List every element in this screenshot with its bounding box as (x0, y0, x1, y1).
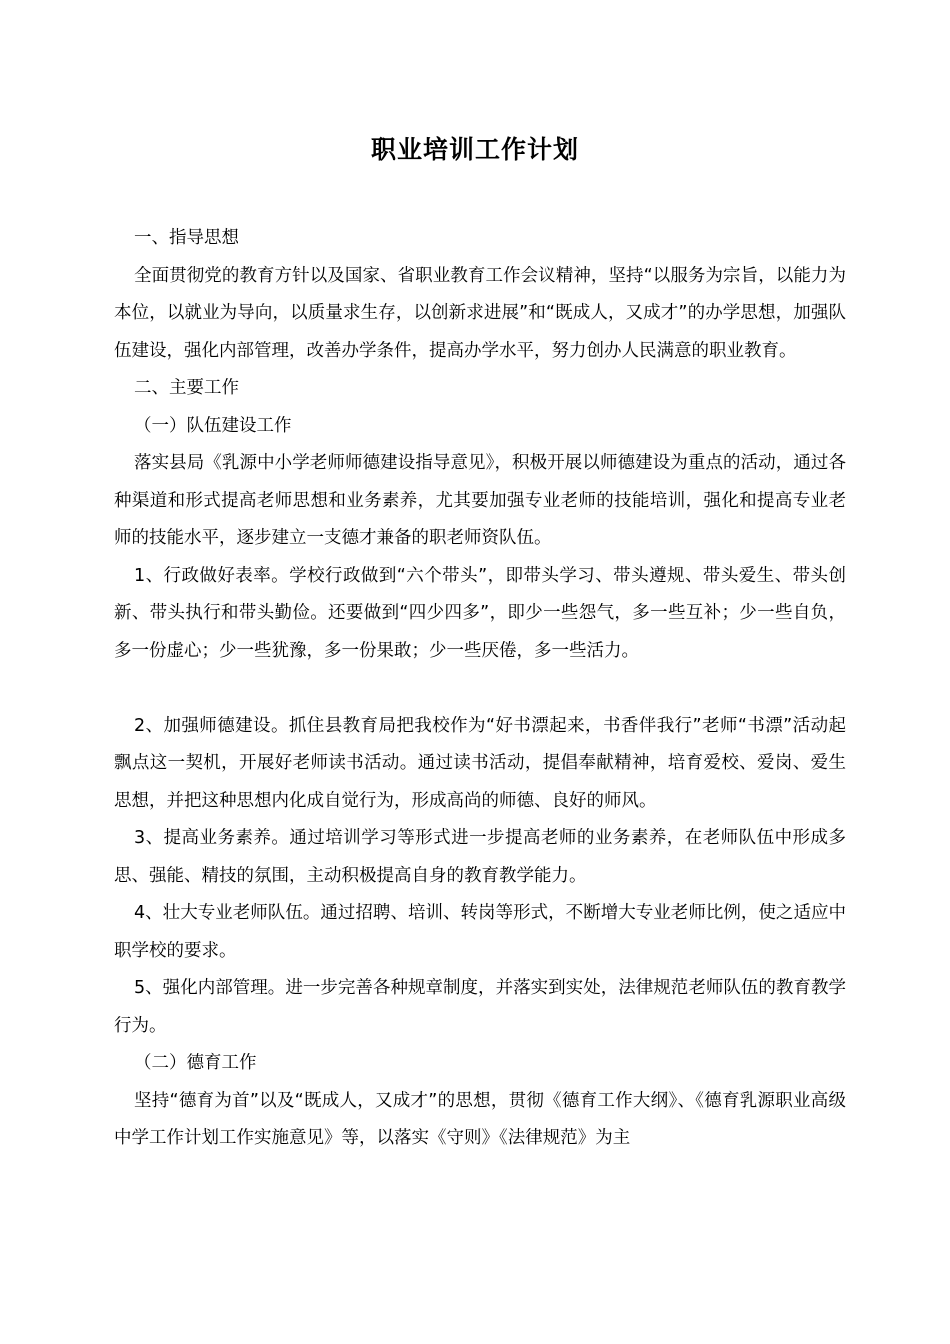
heading-main-work: 二、主要工作 (134, 378, 239, 398)
subheading-moral-education: （二）德育工作 (134, 1053, 257, 1073)
item-2-ethics-building: 2、加强师德建设。抓住县教育局把我校作为“好书漂起来，书香伴我行”老师“书漂”活动起飘点这一契机，开展好老师读书活动。通过读书活动，提倡奉献精神，培育爱校、爱岗、爱生思想，并把这种思想内化成自觉行为，形成高尚的师德、良好的师风。 (114, 715, 846, 811)
item-5-internal-management: 5、强化内部管理。进一步完善各种规章制度，并落实到实处，法律规范老师队伍的教育教学行为。 (114, 978, 846, 1036)
subheading-team-building: （一）队伍建设工作 (134, 415, 292, 436)
item-3-professional-quality: 3、提高业务素养。通过培训学习等形式进一步提高老师的业务素养，在老师队伍中形成多思、强能、精技的氛围，主动积极提高自身的教育教学能力。 (114, 828, 846, 886)
blank-line (114, 670, 846, 708)
item-1-leadership-example: 1、行政做好表率。学校行政做到“六个带头”，即带头学习、带头遵规、带头爱生、带头创新、带头执行和带头勤俭。还要做到“四少四多”，即少一些怨气，多一些互补；少一些自负，多一份虚心；少一些犹豫，多一份果敢；少一些厌倦，多一些活力。 (114, 565, 846, 661)
document-title: 职业培训工作计划 (370, 135, 579, 164)
heading-guiding-ideology: 一、指导思想 (134, 228, 239, 248)
item-4-expand-teachers: 4、壮大专业老师队伍。通过招聘、培训、转岗等形式，不断增大专业老师比例，使之适应中职学校的要求。 (114, 903, 846, 961)
paragraph-team-building: 落实县局《乳源中小学老师师德建设指导意见》，积极开展以师德建设为重点的活动，通过各种渠道和形式提高老师思想和业务素养，尤其要加强专业老师的技能培训，强化和提高专业老师的技能水平，逐步建立一支德才兼备的职老师资队伍。 (114, 453, 846, 548)
paragraph-moral-education: 坚持“德育为首”以及“既成人，又成才”的思想，贯彻《德育工作大纲》、《德育乳源职业高级中学工作计划工作实施意见》等，以落实《守则》《法律规范》为主 (114, 1090, 846, 1148)
document-body (114, 220, 846, 1158)
paragraph-guiding-ideology: 全面贯彻党的教育方针以及国家、省职业教育工作会议精神，坚持“以服务为宗旨，以能力为本位，以就业为导向，以质量求生存，以创新求进展”和“既成人，又成才”的办学思想，加强队伍建设，强化内部管理，改善办学条件，提高办学水平，努力创办人民满意的职业教育。 (114, 265, 846, 361)
